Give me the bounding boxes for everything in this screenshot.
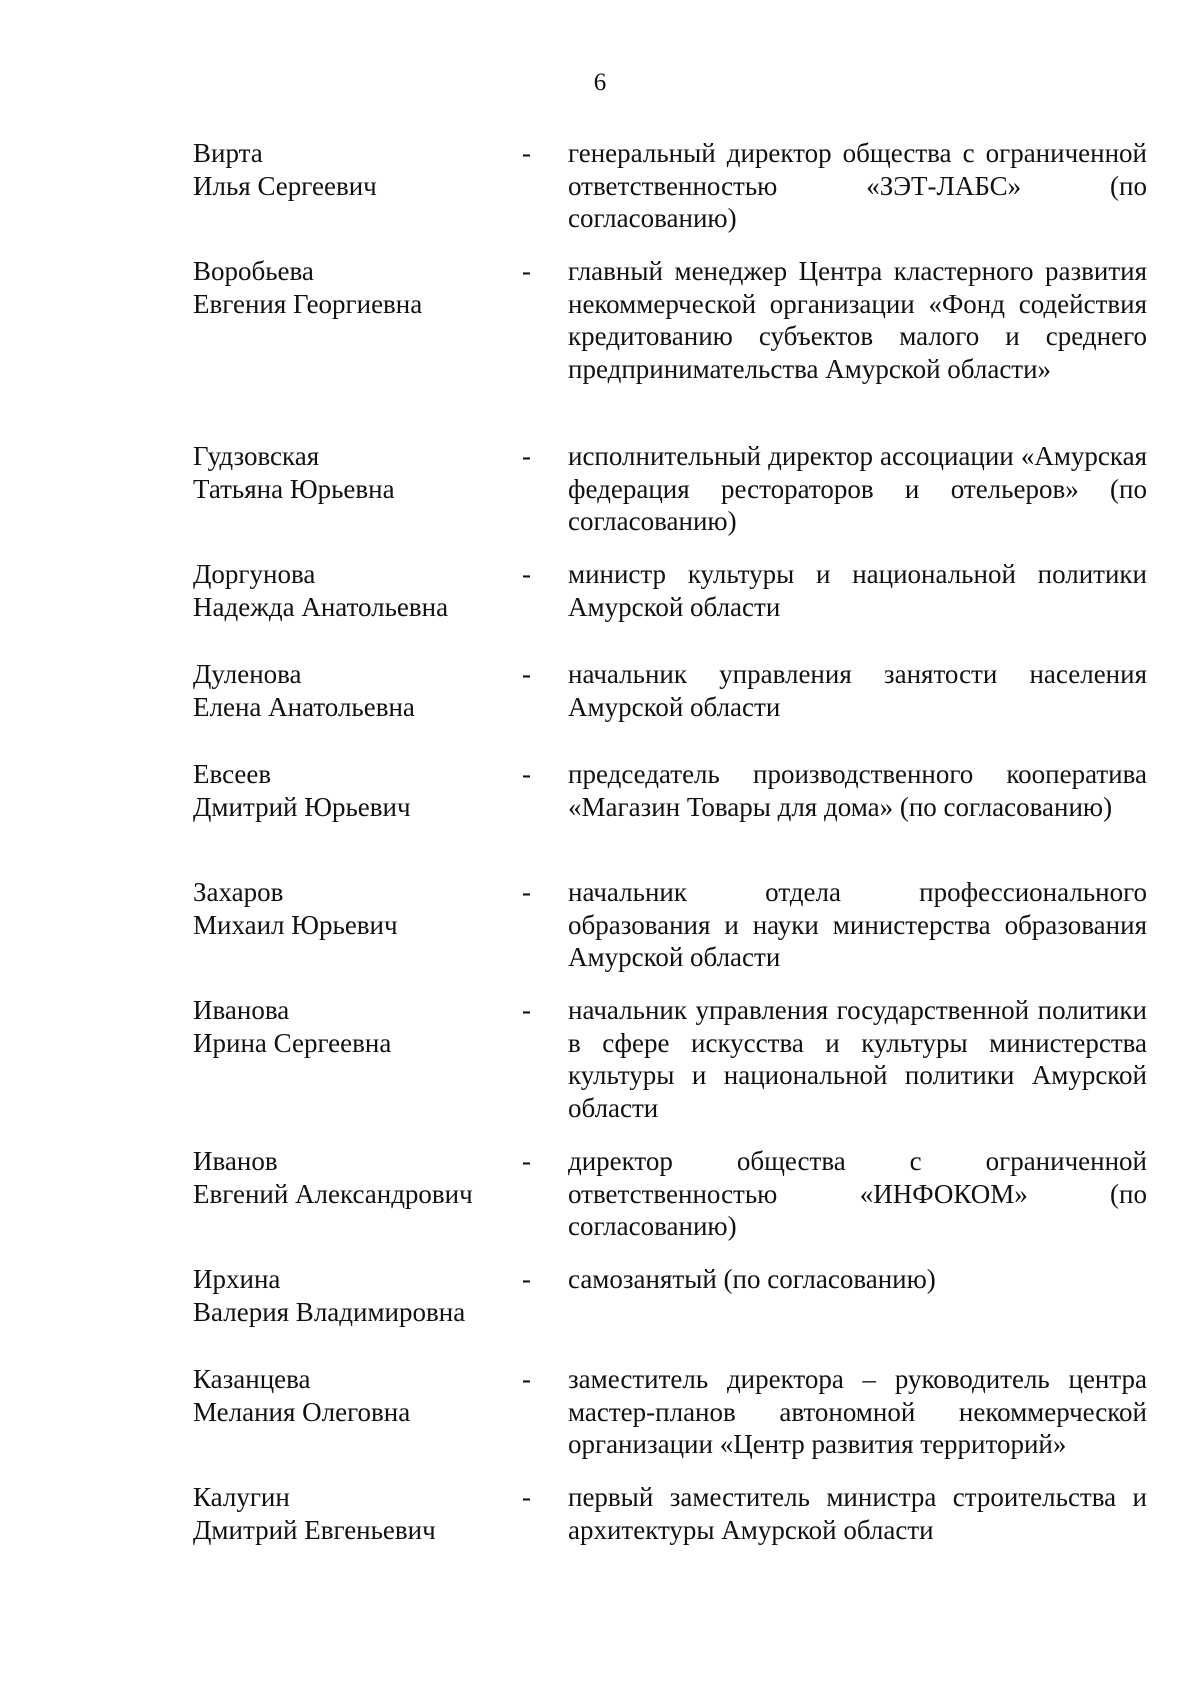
member-name [193, 758, 523, 823]
member-surname: Дуленова [193, 659, 302, 689]
member-given-names: Валерия Владимировна [193, 1296, 466, 1327]
member-name [193, 994, 523, 1059]
member-surname: Гудзовская [193, 441, 320, 471]
member-surname: Иванов [193, 1146, 278, 1176]
separator-dash: - [522, 441, 531, 471]
separator-dash: - [522, 877, 531, 907]
separator-dash: - [522, 1264, 531, 1294]
separator-dash: - [522, 1146, 531, 1176]
member-surname: Евсеев [193, 759, 272, 789]
member-surname: Казанцева [193, 1364, 311, 1394]
separator-dash: - [522, 1482, 531, 1512]
member-name [193, 1481, 523, 1546]
member-position: генеральный директор общества с ограниченной ответственностью «ЗЭТ-ЛАБС» (по согласованию) [568, 138, 1147, 233]
member-position: министр культуры и национальной политики Амурской области [568, 559, 1147, 622]
separator-dash: - [522, 138, 531, 168]
member-position: заместитель директора – руководитель центра мастер-планов автономной некоммерческой организации «Центр развития территорий» [568, 1364, 1147, 1459]
member-position: начальник управления занятости населения Амурской области [568, 659, 1147, 722]
member-given-names: Мелания Олеговна [193, 1396, 411, 1427]
member-given-names: Дмитрий Евгеньевич [193, 1514, 436, 1545]
member-given-names: Надежда Анатольевна [193, 591, 449, 622]
member-given-names: Татьяна Юрьевна [193, 473, 395, 504]
member-given-names: Дмитрий Юрьевич [193, 791, 411, 822]
member-position: главный менеджер Центра кластерного развития некоммерческой организации «Фонд содействия кредитованию субъектов малого и среднего предпринимательства Амурской области» [568, 256, 1147, 384]
member-position: исполнительный директор ассоциации «Амурская федерация рестораторов и отельеров» (по согласованию) [568, 441, 1147, 536]
member-name [193, 1263, 523, 1328]
member-position: председатель производственного кооператива «Магазин Товары для дома» (по согласованию) [568, 759, 1147, 822]
member-position: самозанятый (по согласованию) [568, 1264, 936, 1294]
member-position: первый заместитель министра строительства и архитектуры Амурской области [568, 1482, 1147, 1545]
member-surname: Ирхина [193, 1264, 281, 1294]
separator-dash: - [522, 659, 531, 689]
member-surname: Вирта [193, 138, 263, 168]
member-given-names: Илья Сергеевич [193, 170, 377, 201]
member-position: начальник отдела профессионального образования и науки министерства образования Амурской области [568, 877, 1147, 972]
member-position: директор общества с ограниченной ответственностью «ИНФОКОМ» (по согласованию) [568, 1146, 1147, 1241]
member-surname: Иванова [193, 995, 290, 1025]
member-name [193, 255, 523, 320]
member-given-names: Елена Анатольевна [193, 691, 415, 722]
member-given-names: Михаил Юрьевич [193, 909, 398, 940]
member-given-names: Евгений Александрович [193, 1178, 473, 1209]
member-name [193, 1145, 523, 1210]
separator-dash: - [522, 1364, 531, 1394]
page-number: 6 [593, 69, 607, 96]
member-name [193, 1363, 523, 1428]
separator-dash: - [522, 995, 531, 1025]
separator-dash: - [522, 256, 531, 286]
member-given-names: Ирина Сергеевна [193, 1027, 392, 1058]
member-name [193, 440, 523, 505]
member-position: начальник управления государственной политики в сфере искусства и культуры министерства культуры и национальной политики Амурской области [568, 995, 1147, 1123]
member-surname: Доргунова [193, 559, 316, 589]
member-surname: Захаров [193, 877, 284, 907]
member-surname: Калугин [193, 1482, 290, 1512]
separator-dash: - [522, 559, 531, 589]
member-name [193, 137, 523, 202]
member-name [193, 876, 523, 941]
member-name [193, 658, 523, 723]
member-surname: Воробьева [193, 256, 314, 286]
member-given-names: Евгения Георгиевна [193, 288, 423, 319]
member-name [193, 558, 523, 623]
separator-dash: - [522, 759, 531, 789]
